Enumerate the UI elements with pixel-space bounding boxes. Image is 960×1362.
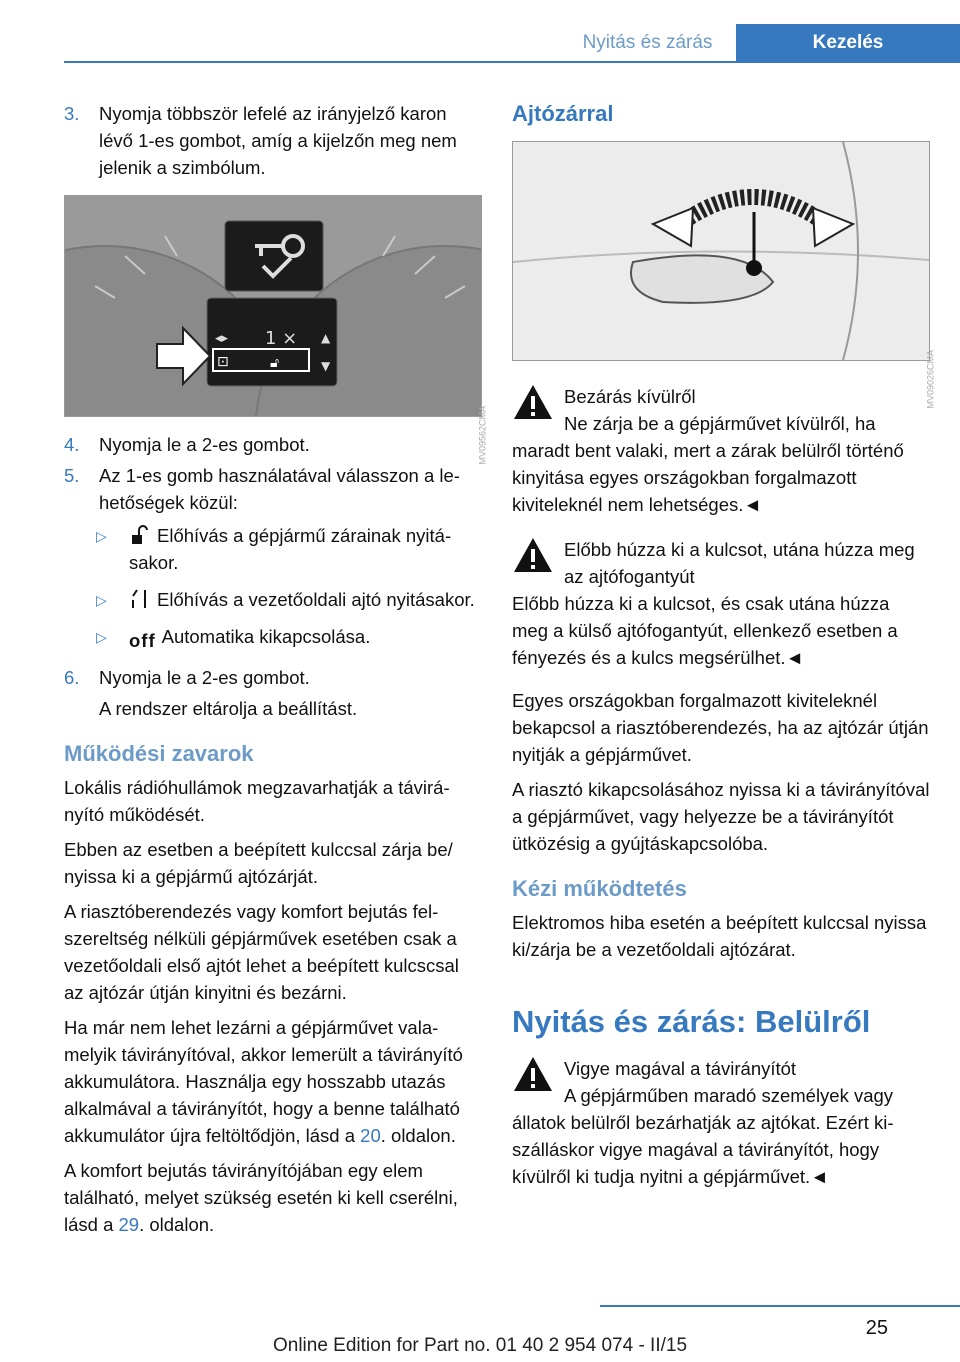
paragraph: Ebben az esetben a beépített kulccsal zárja be/ nyissa ki a gépjármű ajtózárját. <box>64 839 453 887</box>
manual-heading: Kézi működtetés <box>512 876 687 901</box>
svg-text:◂▸: ◂▸ <box>215 331 229 346</box>
warning-triangle-icon <box>512 536 554 574</box>
option-unlock-all <box>64 522 482 576</box>
step-text: Nyomja többször lefelé az irányjelző karon lévő 1-es gombot, amíg a kijelzőn meg nem jelenik a szimbólum. <box>99 103 457 178</box>
figure-code: MV09026CMA <box>926 350 936 409</box>
inside-heading: Nyitás és zárás: Belülről <box>512 1004 871 1039</box>
warning-text: A gépjárműben maradó személyek vagy állatok belülről bezárhatják az ajtókat. Ezért kiszálláskor vigye magával a távirányítót, hogy kívülről ki tudja nyitni a gépjárművet.◄ <box>512 1085 894 1187</box>
malfunction-heading: Működési zavarok <box>64 741 254 766</box>
svg-text:▼: ▼ <box>321 359 331 373</box>
paragraph: Ha már nem lehet lezárni a gépjárművet valamelyik távirányítóval, akkor lemerült a távirányító akkumulátora. Használja egy hosszabb utazás alkalmával a távirányítót, hogy a benne található akkumulátor újra feltöltődjön, lásd a 20. oldalon. <box>64 1017 463 1146</box>
step-text: Az 1-es gomb használatával válasszon a lehetőségek közül: <box>99 465 460 513</box>
paragraph: A riasztóberendezés vagy komfort bejutás felszereltség nélküli gépjárművek esetében csak a vezetőoldali első ajtót lehet a beépített kulcscsal az ajtózár útján kinyitni és bezárni. <box>64 901 459 1003</box>
step-number: 4. <box>64 434 80 455</box>
option-text: Előhívás a vezetőoldali ajtó nyitásakor. <box>157 589 475 610</box>
step-6 <box>64 664 482 691</box>
step-number: 3. <box>64 103 80 124</box>
warning-take-remote <box>512 1055 930 1190</box>
warning-title: Bezárás kívülről <box>564 386 696 407</box>
door-handle-illustration <box>513 142 929 360</box>
step-text: Nyomja le a 2-es gombot. <box>99 434 310 455</box>
svg-text:▲: ▲ <box>321 331 331 345</box>
paragraph: A riasztó kikapcsolásához nyissa ki a távirányítóval a gépjárművet, vagy helyezze be a távirányítót ütközésig a gyújtáskapcsolóba. <box>512 779 930 854</box>
triangle-bullet-icon: ▷ <box>96 528 107 544</box>
step-5 <box>64 462 482 516</box>
triangle-bullet-icon: ▷ <box>96 592 107 608</box>
option-driver-door <box>64 586 482 613</box>
page-number: 25 <box>865 1317 888 1339</box>
step-3 <box>64 100 482 181</box>
option-off <box>64 623 482 654</box>
edition-footer: Online Edition for Part no. 01 40 2 954 074 - II/15 <box>272 1335 688 1356</box>
paragraph: Lokális rádióhullámok megzavarhatják a távirányító működését. <box>64 777 450 825</box>
door-lock-heading: Ajtózárral <box>512 101 614 126</box>
step-text: Nyomja le a 2-es gombot. <box>99 667 310 688</box>
page-header <box>0 0 960 62</box>
paragraph: Egyes országokban forgalmazott kiviteleknél bekapcsol a riasztóberendezés, ha az ajtózár útján nyitják a gépjárművet. <box>512 690 929 765</box>
paragraph: Elektromos hiba esetén a beépített kulccsal nyissa ki/zárja be a vezetőoldali ajtózárat. <box>512 912 927 960</box>
figure-code: MV09562CMA <box>478 406 488 465</box>
warning-title: Előbb húzza ki a kulcsot, utána húzza meg az ajtófogantyút <box>564 539 915 587</box>
warning-text: Előbb húzza ki a kulcsot, és csak utána húzza meg a külső ajtófogantyút, ellenkező esetben a fényezés és a kulcs megsérülhet.◄ <box>512 593 898 668</box>
warning-lock-outside <box>512 383 930 518</box>
step-number: 5. <box>64 465 80 486</box>
warning-title: Vigye magával a távirányítót <box>564 1058 797 1079</box>
step-4 <box>64 431 482 458</box>
svg-text:🔓︎: 🔓︎ <box>270 355 280 371</box>
svg-text:⊡: ⊡ <box>217 354 229 370</box>
option-text: Előhívás a gépjármű zárainak nyitásakor. <box>129 525 452 573</box>
section-tab: Nyitás és zárás <box>582 32 713 53</box>
triangle-bullet-icon: ▷ <box>96 629 107 645</box>
warning-remove-key <box>512 536 930 671</box>
page-link-29[interactable]: 29 <box>118 1214 140 1235</box>
paragraph: A komfort bejutás távirányítójában egy elem található, melyet szükség esetén ki kell cserélni, lásd a 29. oldalon. <box>64 1160 458 1235</box>
instrument-cluster-illustration <box>65 196 481 416</box>
display-count: 1 × <box>265 328 298 349</box>
chapter-tab: Kezelés <box>736 24 960 62</box>
header-divider <box>64 61 960 63</box>
option-text: Automatika kikapcsolása. <box>161 626 371 647</box>
warning-triangle-icon <box>512 1055 554 1093</box>
warning-text: Ne zárja be a gépjárművet kívülről, ha maradt bent valaki, mert a zárak belülről történő kinyitása egyes országokban forgalmazott kiviteleknél nem lehetséges.◄ <box>512 413 904 515</box>
right-column <box>512 100 936 1196</box>
footer-divider <box>600 1305 960 1307</box>
step-number: 6. <box>64 667 80 688</box>
driver-door-icon <box>129 588 151 610</box>
unlock-all-icon <box>129 524 151 546</box>
step-6-result: A rendszer eltárolja a beállítást. <box>99 698 358 719</box>
off-icon: off <box>129 630 156 651</box>
warning-triangle-icon <box>512 383 554 421</box>
left-column <box>64 100 488 1246</box>
page-link-20[interactable]: 20 <box>360 1125 381 1146</box>
